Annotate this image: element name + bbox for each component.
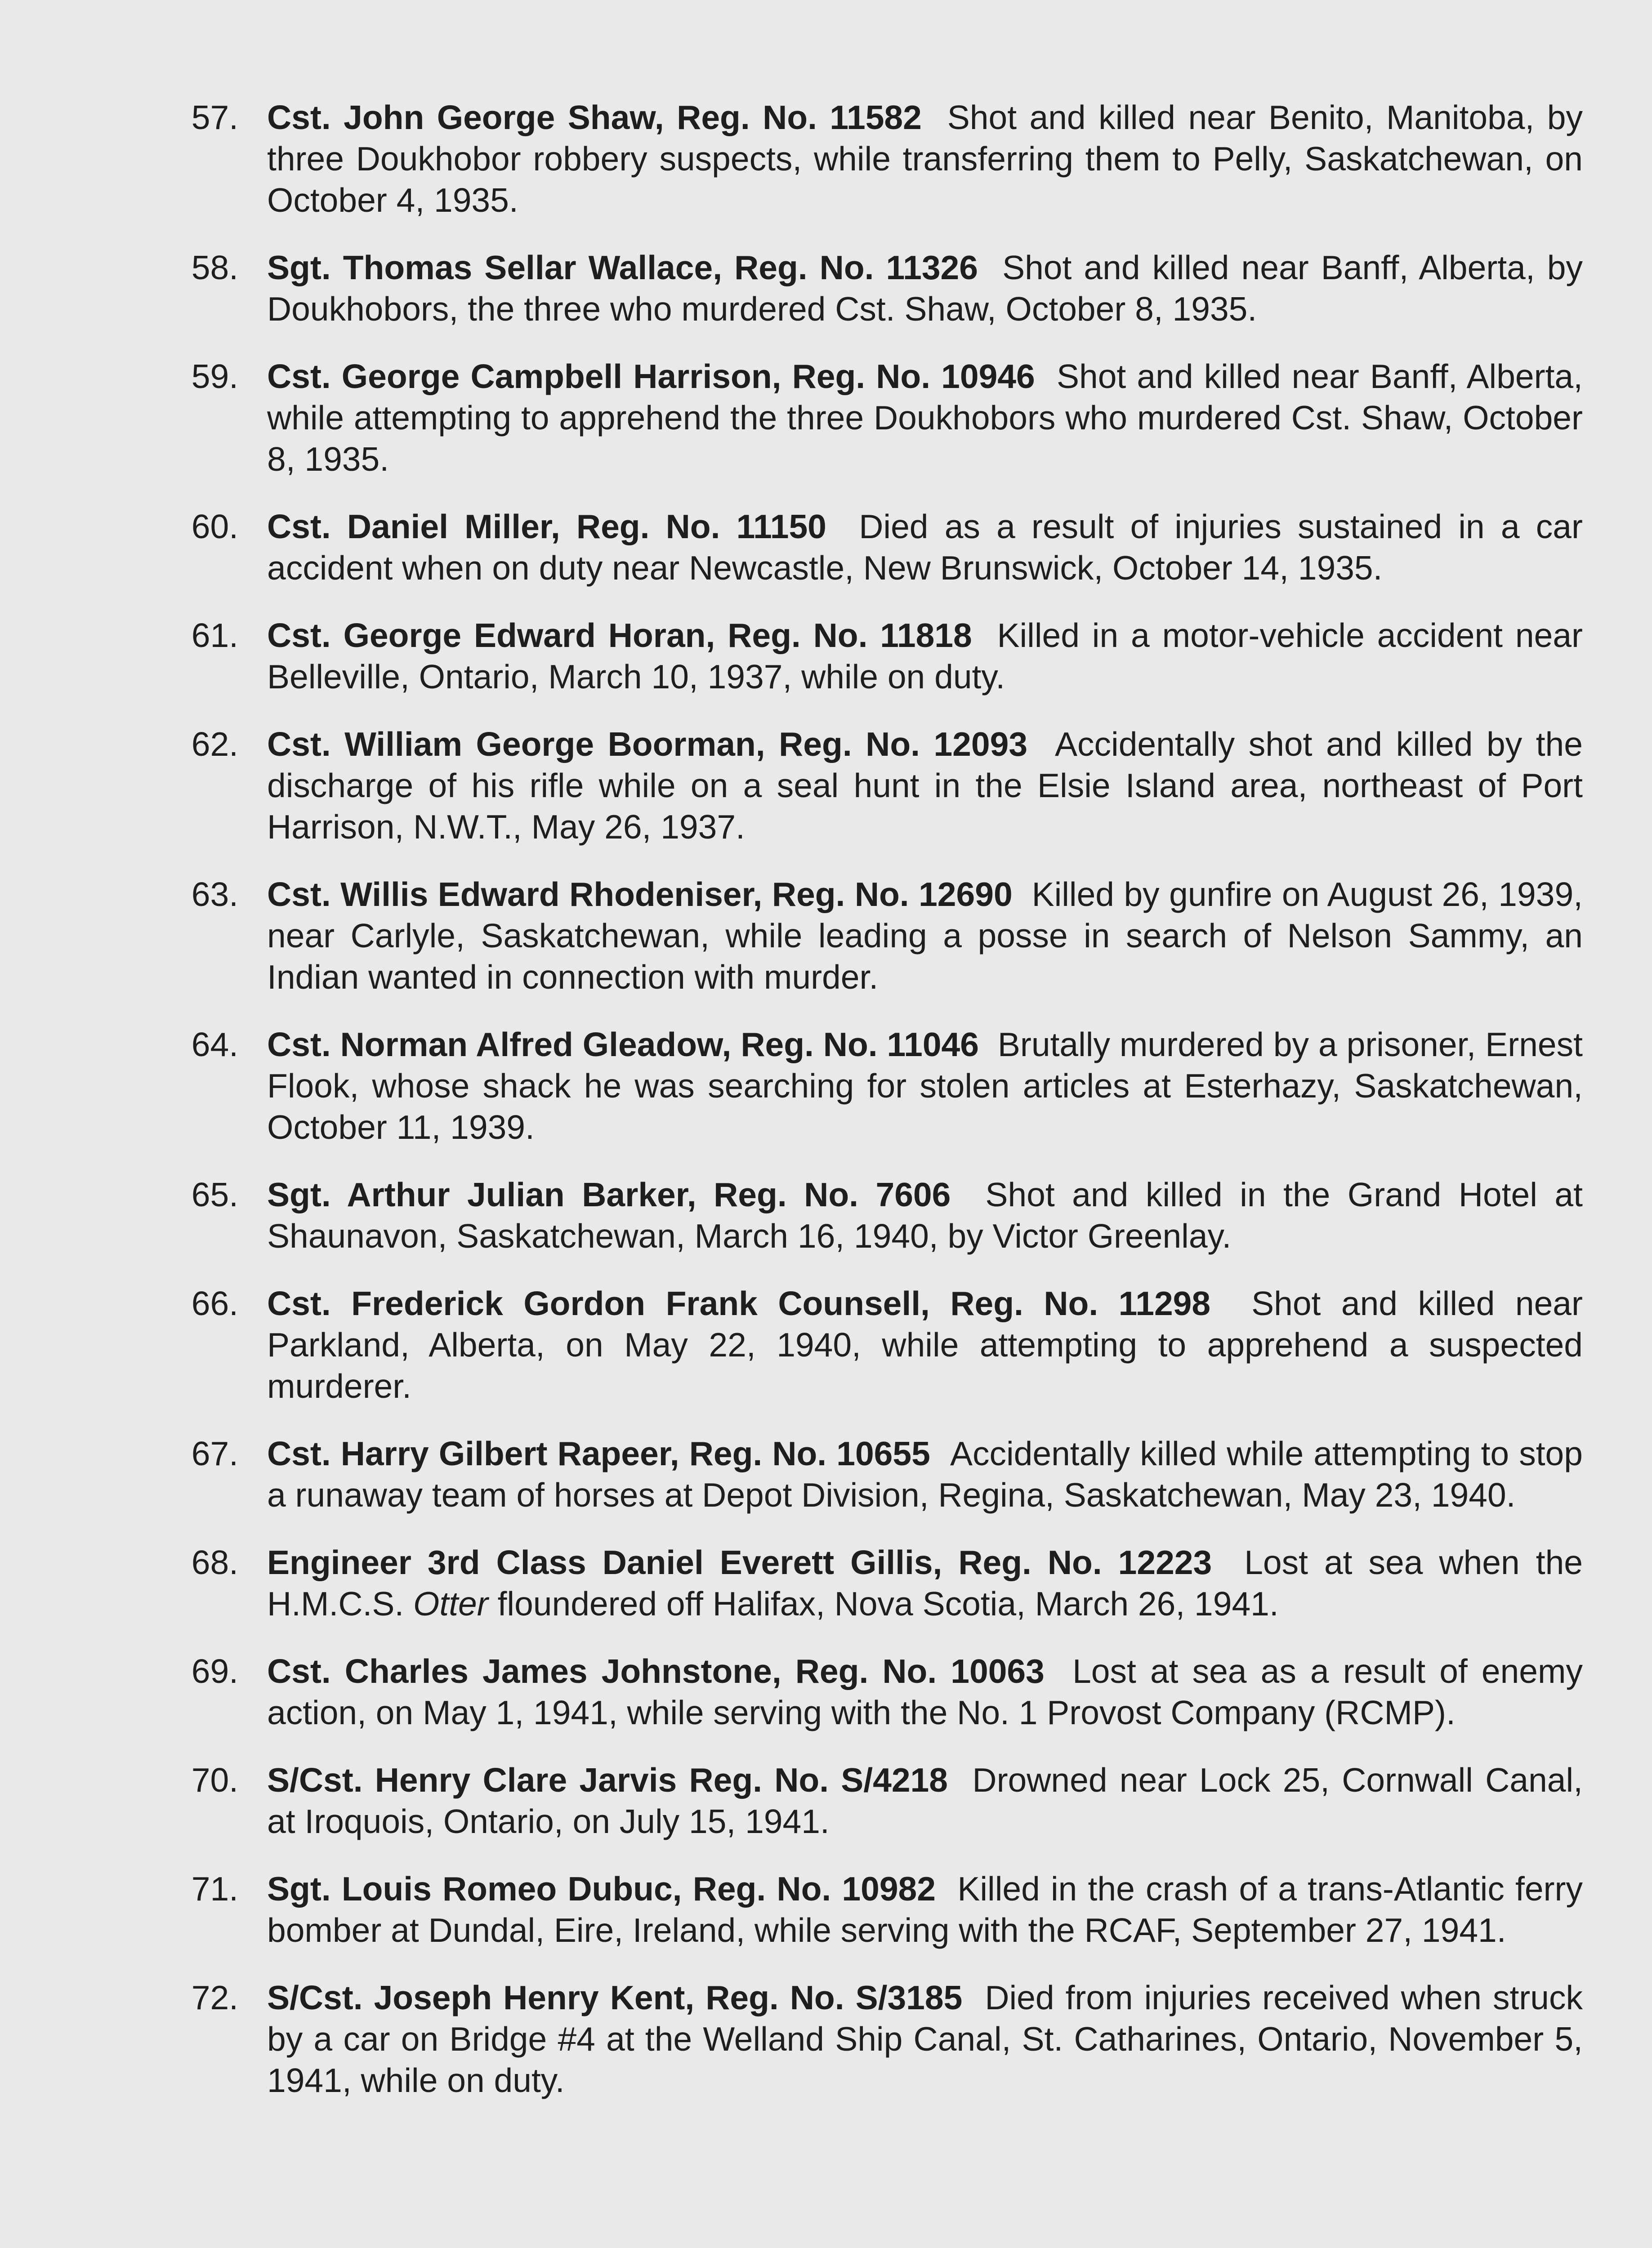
- entry-number: 64.: [191, 1026, 238, 1063]
- entry-name: S/Cst. Joseph Henry Kent, Reg. No. S/3185: [267, 1979, 963, 2016]
- entry-description: Killed in the crash of a trans-Atlantic ferry bomber at Dundal, Eire, Ireland, while serving with the RCAF, September 27, 1941.: [267, 1870, 1583, 1949]
- entry-number: 59.: [191, 357, 238, 395]
- list-item: [171, 1650, 1583, 1733]
- list-item: [171, 874, 1583, 998]
- list-item: [171, 247, 1583, 330]
- entry-description: Lost at sea when the H.M.C.S.: [267, 1543, 1583, 1623]
- entry-name: Cst. George Edward Horan, Reg. No. 11818: [267, 616, 972, 654]
- entry-name: Cst. John George Shaw, Reg. No. 11582: [267, 98, 922, 136]
- entry-number: 57.: [191, 98, 238, 136]
- entry-name: Cst. George Campbell Harrison, Reg. No. 10946: [267, 357, 1035, 395]
- entry-number: 62.: [191, 725, 238, 763]
- entry-name: Cst. Frederick Gordon Frank Counsell, Reg. No. 11298: [267, 1285, 1211, 1322]
- entry-name: Cst. William George Boorman, Reg. No. 12093: [267, 725, 1028, 763]
- list-item: [171, 1542, 1583, 1624]
- list-item: [171, 723, 1583, 847]
- ship-name: Otter: [413, 1585, 488, 1623]
- entry-name: Sgt. Louis Romeo Dubuc, Reg. No. 10982: [267, 1870, 936, 1908]
- list-item: [171, 356, 1583, 480]
- entry-name: Sgt. Thomas Sellar Wallace, Reg. No. 11326: [267, 249, 978, 286]
- entry-number: 65.: [191, 1176, 238, 1213]
- entry-description: Shot and killed in the Grand Hotel at Shaunavon, Saskatchewan, March 16, 1940, by Victor Greenlay.: [267, 1176, 1583, 1255]
- entry-description: Shot and killed near Banff, Alberta, by Doukhobors, the three who murdered Cst. Shaw, October 8, 1935.: [267, 249, 1583, 328]
- entry-number: 66.: [191, 1285, 238, 1322]
- entry-name: Cst. Daniel Miller, Reg. No. 11150: [267, 508, 826, 545]
- entry-name: S/Cst. Henry Clare Jarvis Reg. No. S/4218: [267, 1761, 948, 1799]
- entry-description: Killed in a motor-vehicle accident near Belleville, Ontario, March 10, 1937, while on duty.: [267, 616, 1583, 696]
- entry-number: 70.: [191, 1761, 238, 1799]
- entry-description-continued: floundered off Halifax, Nova Scotia, March 26, 1941.: [497, 1585, 1279, 1623]
- honour-roll-list: [171, 97, 1583, 2127]
- entry-description: Died from injuries received when struck by a car on Bridge #4 at the Welland Ship Canal, St. Catharines, Ontario, November 5, 1941, while on duty.: [267, 1979, 1583, 2099]
- entry-name: Engineer 3rd Class Daniel Everett Gillis, Reg. No. 12223: [267, 1543, 1212, 1581]
- entry-number: 72.: [191, 1979, 238, 2016]
- list-item: [171, 506, 1583, 589]
- entry-description: Shot and killed near Parkland, Alberta, on May 22, 1940, while attempting to apprehend a suspected murderer.: [267, 1285, 1583, 1405]
- entry-description: Lost at sea as a result of enemy action, on May 1, 1941, while serving with the No. 1 Provost Company (RCMP).: [267, 1652, 1583, 1731]
- entry-number: 69.: [191, 1652, 238, 1690]
- entry-description: Died as a result of injuries sustained in a car accident when on duty near Newcastle, New Brunswick, October 14, 1935.: [267, 508, 1583, 587]
- entry-name: Cst. Charles James Johnstone, Reg. No. 10063: [267, 1652, 1045, 1690]
- entry-description: Drowned near Lock 25, Cornwall Canal, at Iroquois, Ontario, on July 15, 1941.: [267, 1761, 1583, 1840]
- list-item: [171, 615, 1583, 697]
- entry-number: 63.: [191, 875, 238, 913]
- entry-description: Shot and killed near Benito, Manitoba, by three Doukhobor robbery suspects, while transferring them to Pelly, Saskatchewan, on October 4, 1935.: [267, 98, 1583, 219]
- list-item: [171, 1174, 1583, 1257]
- entry-description: Shot and killed near Banff, Alberta, while attempting to apprehend the three Doukhobors who murdered Cst. Shaw, October 8, 1935.: [267, 357, 1583, 478]
- list-item: [171, 1759, 1583, 1842]
- list-item: [171, 1283, 1583, 1407]
- list-item: [171, 1868, 1583, 1951]
- entry-description: Killed by gunfire on August 26, 1939, near Carlyle, Saskatchewan, while leading a posse in search of Nelson Sammy, an Indian wanted in connection with murder.: [267, 875, 1583, 996]
- entry-name: Cst. Norman Alfred Gleadow, Reg. No. 11046: [267, 1026, 979, 1063]
- entry-description: Accidentally shot and killed by the discharge of his rifle while on a seal hunt in the Elsie Island area, northeast of Port Harrison, N.W.T., May 26, 1937.: [267, 725, 1583, 846]
- entry-number: 71.: [191, 1870, 238, 1908]
- entry-number: 60.: [191, 508, 238, 545]
- entry-name: Sgt. Arthur Julian Barker, Reg. No. 7606: [267, 1176, 951, 1213]
- entry-number: 58.: [191, 249, 238, 286]
- list-item: [171, 1977, 1583, 2101]
- list-item: [171, 97, 1583, 221]
- entry-name: Cst. Willis Edward Rhodeniser, Reg. No. 12690: [267, 875, 1013, 913]
- entry-description: Brutally murdered by a prisoner, Ernest Flook, whose shack he was searching for stolen articles at Esterhazy, Saskatchewan, October 11, 1939.: [267, 1026, 1583, 1146]
- entry-number: 68.: [191, 1543, 238, 1581]
- entry-name: Cst. Harry Gilbert Rapeer, Reg. No. 10655: [267, 1435, 930, 1472]
- entry-number: 61.: [191, 616, 238, 654]
- entry-number: 67.: [191, 1435, 238, 1472]
- list-item: [171, 1024, 1583, 1148]
- entry-description: Accidentally killed while attempting to stop a runaway team of horses at Depot Division, Regina, Saskatchewan, May 23, 1940.: [267, 1435, 1583, 1514]
- list-item: [171, 1433, 1583, 1516]
